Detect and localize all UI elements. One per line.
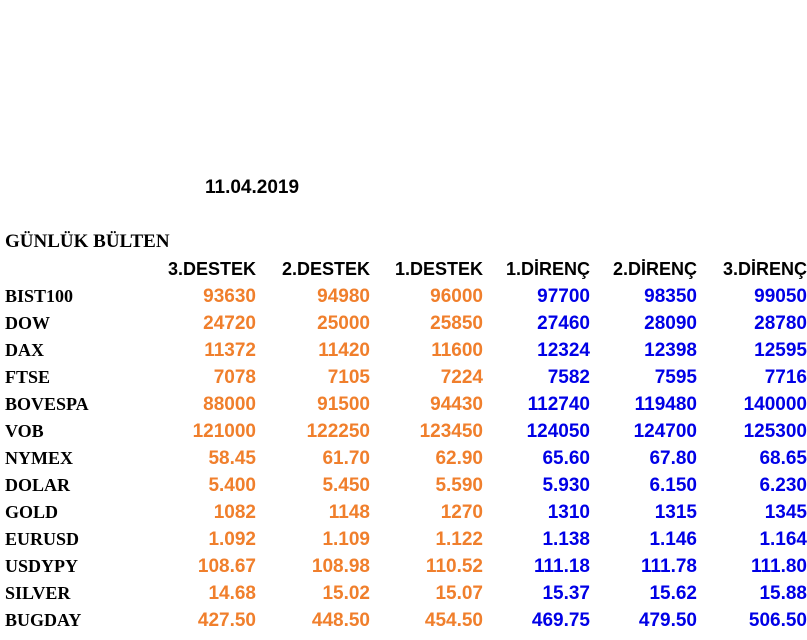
support-value: 11420 <box>318 340 370 361</box>
instrument-name: NYMEX <box>5 448 73 468</box>
resistance-value: 1345 <box>764 502 807 523</box>
table-row <box>0 283 807 310</box>
resistance-value: 15.88 <box>759 583 807 604</box>
resistance-value: 99050 <box>754 286 807 307</box>
support-value: 427.50 <box>197 610 256 631</box>
header-support-3: 3.DESTEK <box>167 259 256 279</box>
resistance-value: 6.230 <box>759 475 807 496</box>
header-support-2: 2.DESTEK <box>281 259 370 279</box>
resistance-value: 506.50 <box>748 610 807 631</box>
resistance-value: 97700 <box>537 286 590 307</box>
support-value: 5.590 <box>435 475 483 496</box>
header-support-1: 1.DESTEK <box>394 259 483 279</box>
support-value: 110.52 <box>425 556 483 577</box>
resistance-value: 27460 <box>537 313 590 334</box>
resistance-value: 12324 <box>537 340 590 361</box>
resistance-value: 1.164 <box>759 529 807 550</box>
support-value: 96000 <box>430 286 483 307</box>
instrument-name: SILVER <box>5 583 71 603</box>
support-value: 62.90 <box>435 448 483 469</box>
table-row <box>0 364 807 391</box>
support-value: 1.109 <box>322 529 370 550</box>
resistance-value: 7716 <box>764 367 807 388</box>
resistance-value: 1.146 <box>649 529 697 550</box>
resistance-value: 67.80 <box>649 448 697 469</box>
support-value: 88000 <box>203 394 256 415</box>
support-value: 123450 <box>419 421 483 442</box>
instrument-name: DOLAR <box>5 475 71 495</box>
table-row <box>0 337 807 364</box>
resistance-value: 124700 <box>633 421 697 442</box>
support-value: 121000 <box>192 421 256 442</box>
support-value: 58.45 <box>208 448 256 469</box>
resistance-value: 119480 <box>634 394 697 415</box>
table-row <box>0 391 807 418</box>
resistance-value: 68.65 <box>759 448 807 469</box>
support-value: 454.50 <box>424 610 483 631</box>
table-body <box>0 283 807 634</box>
support-value: 7078 <box>213 367 256 388</box>
support-value: 11600 <box>431 340 483 361</box>
instrument-name: EURUSD <box>5 529 80 549</box>
support-value: 94430 <box>430 394 483 415</box>
instrument-name: GOLD <box>5 502 59 522</box>
instrument-name: DOW <box>5 313 50 333</box>
support-value: 5.400 <box>208 475 256 496</box>
table-row <box>0 418 807 445</box>
table-row <box>0 472 807 499</box>
resistance-value: 140000 <box>743 394 807 415</box>
bulletin-title: GÜNLÜK BÜLTEN <box>5 231 170 252</box>
levels-table <box>0 255 807 634</box>
resistance-value: 7582 <box>547 367 590 388</box>
resistance-value: 111.80 <box>750 556 807 577</box>
resistance-value: 112740 <box>527 394 590 415</box>
resistance-value: 15.62 <box>649 583 697 604</box>
table-row <box>0 580 807 607</box>
support-value: 91500 <box>317 394 370 415</box>
support-value: 25000 <box>317 313 370 334</box>
support-value: 448.50 <box>311 610 370 631</box>
support-value: 15.07 <box>435 583 483 604</box>
header-resistance-1: 1.DİRENÇ <box>505 259 590 279</box>
resistance-value: 1310 <box>547 502 590 523</box>
resistance-value: 1315 <box>654 502 697 523</box>
support-value: 93630 <box>203 286 256 307</box>
resistance-value: 28780 <box>754 313 807 334</box>
support-value: 1148 <box>328 502 370 523</box>
table-row <box>0 310 807 337</box>
resistance-value: 5.930 <box>542 475 590 496</box>
resistance-value: 469.75 <box>531 610 590 631</box>
header-resistance-3: 3.DİRENÇ <box>722 259 807 279</box>
resistance-value: 124050 <box>526 421 590 442</box>
resistance-value: 7595 <box>654 367 697 388</box>
report-date: 11.04.2019 <box>205 177 300 198</box>
resistance-value: 12398 <box>644 340 697 361</box>
support-value: 122250 <box>306 421 370 442</box>
resistance-value: 12595 <box>754 340 807 361</box>
instrument-name: VOB <box>5 421 44 441</box>
resistance-value: 111.78 <box>640 556 697 577</box>
resistance-value: 111.18 <box>533 556 590 577</box>
instrument-name: DAX <box>5 340 44 360</box>
instrument-name: BUGDAY <box>5 610 82 630</box>
support-value: 11372 <box>204 340 256 361</box>
resistance-value: 28090 <box>644 313 697 334</box>
instrument-name: BOVESPA <box>5 394 89 414</box>
resistance-value: 6.150 <box>649 475 697 496</box>
instrument-name: BIST100 <box>5 286 74 306</box>
instrument-name: FTSE <box>5 367 51 387</box>
support-value: 1082 <box>213 502 256 523</box>
header-row <box>0 255 807 283</box>
header-corner <box>0 255 148 283</box>
support-value: 14.68 <box>208 583 256 604</box>
support-value: 7105 <box>327 367 370 388</box>
support-value: 25850 <box>430 313 483 334</box>
support-value: 61.70 <box>322 448 370 469</box>
support-value: 24720 <box>203 313 256 334</box>
table-row <box>0 607 807 634</box>
resistance-value: 98350 <box>644 286 697 307</box>
table-row <box>0 553 807 580</box>
support-value: 108.98 <box>311 556 370 577</box>
resistance-value: 479.50 <box>638 610 697 631</box>
instrument-name: USDYPY <box>5 556 79 576</box>
support-value: 15.02 <box>322 583 370 604</box>
support-value: 94980 <box>317 286 370 307</box>
support-value: 108.67 <box>197 556 256 577</box>
support-value: 1270 <box>440 502 483 523</box>
resistance-value: 15.37 <box>542 583 590 604</box>
table-row <box>0 445 807 472</box>
resistance-value: 1.138 <box>542 529 590 550</box>
resistance-value: 125300 <box>743 421 807 442</box>
support-value: 1.092 <box>208 529 256 550</box>
table-row <box>0 526 807 553</box>
table-row <box>0 499 807 526</box>
support-value: 7224 <box>440 367 483 388</box>
support-value: 5.450 <box>322 475 370 496</box>
resistance-value: 65.60 <box>542 448 590 469</box>
support-value: 1.122 <box>435 529 483 550</box>
header-resistance-2: 2.DİRENÇ <box>612 259 697 279</box>
